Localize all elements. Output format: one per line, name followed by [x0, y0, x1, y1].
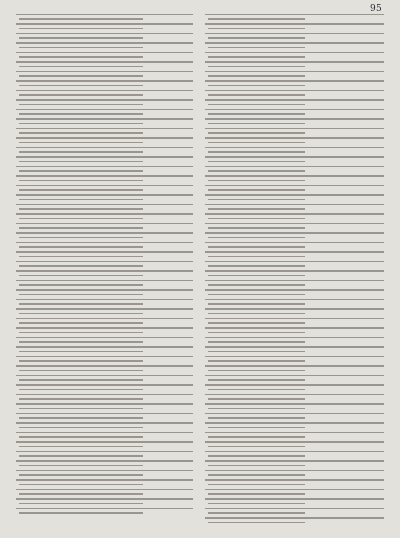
directory-entry — [16, 373, 197, 383]
directory-entry — [205, 392, 386, 402]
directory-entry — [16, 478, 197, 488]
directory-entry — [16, 383, 197, 393]
directory-entry — [16, 31, 197, 41]
left-column — [16, 12, 197, 526]
directory-entry — [16, 231, 197, 241]
directory-entry — [16, 107, 197, 117]
directory-entry — [16, 487, 197, 497]
directory-entry — [205, 221, 386, 231]
directory-entry — [16, 288, 197, 298]
directory-entry — [16, 278, 197, 288]
directory-entry — [205, 345, 386, 355]
directory-entry — [205, 468, 386, 478]
directory-entry — [205, 126, 386, 136]
directory-entry — [16, 155, 197, 165]
directory-entry — [16, 345, 197, 355]
directory-entry — [205, 174, 386, 184]
directory-entry — [16, 126, 197, 136]
directory-entry — [16, 12, 197, 22]
right-column — [205, 12, 386, 526]
directory-entry — [16, 421, 197, 431]
directory-entry — [205, 183, 386, 193]
directory-entry — [205, 117, 386, 127]
directory-entry — [16, 221, 197, 231]
directory-entry — [16, 269, 197, 279]
directory-entry — [16, 259, 197, 269]
directory-entry — [16, 22, 197, 32]
directory-entry — [205, 136, 386, 146]
directory-entry — [205, 202, 386, 212]
directory-entry — [205, 250, 386, 260]
directory-entry — [16, 240, 197, 250]
directory-entry — [205, 373, 386, 383]
directory-entry — [16, 212, 197, 222]
directory-entry — [205, 449, 386, 459]
directory-entry — [16, 41, 197, 51]
directory-entry — [205, 193, 386, 203]
directory-entry — [16, 316, 197, 326]
directory-entry — [205, 478, 386, 488]
directory-entry — [205, 421, 386, 431]
directory-entry — [205, 402, 386, 412]
directory-entry — [205, 288, 386, 298]
directory-entry — [205, 440, 386, 450]
directory-entry — [16, 411, 197, 421]
directory-entry — [205, 487, 386, 497]
directory-entry — [205, 411, 386, 421]
directory-entry — [205, 307, 386, 317]
directory-entry — [16, 193, 197, 203]
directory-entry — [16, 326, 197, 336]
directory-entry — [205, 497, 386, 507]
directory-entry — [16, 117, 197, 127]
directory-entry — [205, 98, 386, 108]
directory-entry — [205, 516, 386, 526]
directory-entry — [205, 164, 386, 174]
directory-entry — [205, 354, 386, 364]
directory-entry — [16, 250, 197, 260]
directory-entry — [205, 326, 386, 336]
directory-entry — [16, 183, 197, 193]
page-number: 95 — [369, 4, 382, 14]
directory-entry — [205, 316, 386, 326]
directory-entry — [205, 79, 386, 89]
directory-entry — [205, 212, 386, 222]
directory-entry — [16, 449, 197, 459]
directory-entry — [16, 88, 197, 98]
directory-entry — [16, 354, 197, 364]
directory-entry — [16, 164, 197, 174]
directory-entry — [16, 60, 197, 70]
directory-entry — [205, 12, 386, 22]
directory-entry — [205, 278, 386, 288]
directory-entry — [16, 392, 197, 402]
directory-entry — [16, 497, 197, 507]
directory-entry — [205, 41, 386, 51]
directory-entry — [205, 155, 386, 165]
directory-entry — [16, 79, 197, 89]
directory-entry — [205, 60, 386, 70]
directory-entry — [205, 50, 386, 60]
directory-entry — [205, 231, 386, 241]
directory-entry — [16, 468, 197, 478]
directory-entry — [16, 174, 197, 184]
directory-entry — [205, 506, 386, 516]
directory-entry — [205, 240, 386, 250]
directory-entry — [16, 430, 197, 440]
directory-entry — [205, 459, 386, 469]
directory-entry — [16, 297, 197, 307]
directory-entry — [205, 88, 386, 98]
directory-entry — [16, 145, 197, 155]
directory-entry — [16, 202, 197, 212]
directory-entry — [16, 307, 197, 317]
directory-entry — [205, 430, 386, 440]
directory-entry — [205, 383, 386, 393]
directory-entry — [205, 335, 386, 345]
directory-entry — [205, 69, 386, 79]
directory-entry — [16, 50, 197, 60]
directory-entry — [205, 31, 386, 41]
directory-entry — [16, 440, 197, 450]
directory-entry — [205, 22, 386, 32]
directory-entry — [16, 459, 197, 469]
directory-entry — [16, 335, 197, 345]
directory-entry — [205, 145, 386, 155]
directory-entry — [205, 107, 386, 117]
directory-entry — [205, 259, 386, 269]
directory-entry — [16, 69, 197, 79]
directory-entry — [205, 364, 386, 374]
entry-columns — [16, 12, 386, 526]
directory-entry — [205, 297, 386, 307]
directory-entry — [16, 402, 197, 412]
directory-entry — [16, 136, 197, 146]
directory-entry — [205, 269, 386, 279]
directory-entry — [16, 364, 197, 374]
directory-entry — [16, 98, 197, 108]
directory-entry — [16, 506, 197, 516]
